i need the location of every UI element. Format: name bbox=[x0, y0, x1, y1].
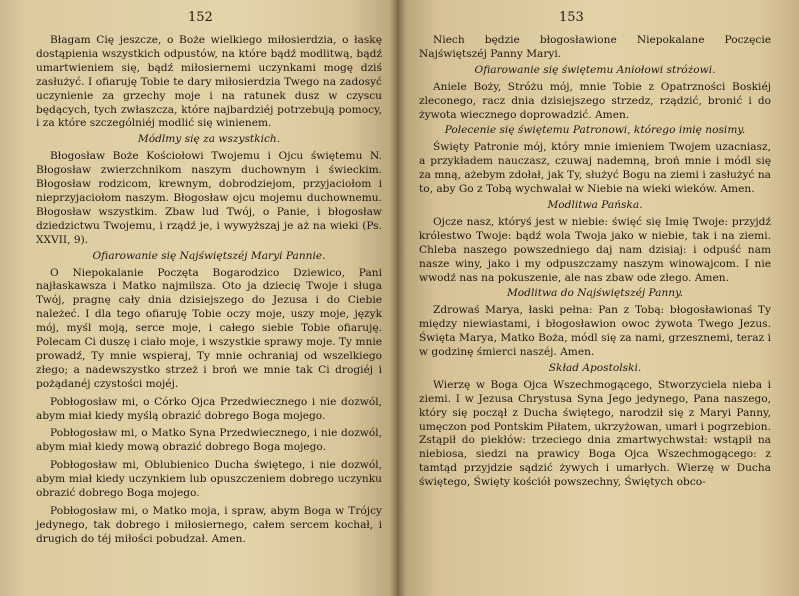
paragraph: Pobłogosław mi, Oblubienico Ducha świętego, i nie dozwól, abym miał kiedy uczynkiem lub opuszczeniem dobrego uczynku obrazić dobrego Boga mojego. bbox=[36, 459, 382, 500]
section-heading: Modlitwa Pańska. bbox=[547, 198, 643, 211]
paragraph: Błagam Cię jeszcze, o Boże wielkiego miłosierdzia, o łaskę dostąpienia wszystkich odpustów, na które bądź modlitwą, bądź umartwieniem się, bądź miłosiernemi uczynkami mogę dziś zasłużyć. I ofiaruję Tobie te dary miłosierdzia Twego na zadosyć uczynienie za grzechy moje i na ratunek dusz w czyscu będących, tych zwłaszcza, które najbardziéj potrzebują pomocy, i za które szczególniéj modlić się winienem. bbox=[36, 34, 382, 130]
section-heading: Módlmy się za wszystkich. bbox=[137, 133, 281, 146]
section-heading: Polecenie się świętemu Patronowi, którego imię nosimy. bbox=[444, 124, 746, 137]
paragraph: Pobłogosław mi, o Matko moja, i spraw, abym Boga w Trójcy jedynego, tak dobrego i miłosiernego, całem sercem kochał, i drugich do téj miłości pobudzał. Amen. bbox=[36, 505, 382, 545]
right-page bbox=[397, 0, 799, 596]
page-number: 153 bbox=[559, 10, 584, 25]
section-heading: Modlitwa do Najświętszéj Panny. bbox=[506, 287, 684, 300]
paragraph: Zdrowaś Marya, łaski pełna: Pan z Tobą: błogosławionaś Ty między niewiastami, i błogosławion owoc żywota Twego Jezus. Święta Marya, Matko Boża, módl się za nami, grzesznemi, teraz i w godzinę śmierci naszéj. Amen. bbox=[419, 304, 771, 359]
paragraph: Święty Patronie mój, który mnie imieniem Twojem uzacniasz, a przykładem nauczasz, czuwaj nademną, broń mnie i módl się za mną, ażebym zdołał, jak Ty, służyć Bogu na ziemi i zasłużyć na to, aby Go z Tobą wychwalał w Niebie na wieki wieków. Amen. bbox=[419, 141, 771, 196]
paragraph: O Niepokalanie Poczęta Bogarodzico Dziewico, Pani najłaskawsza i Matko najmilsza. Oto ja dziecię Twoje i sługa Twój, pragnę cały dnia dzisiejszego do Jezusa i do Ciebie należeć. I dla tego ofiaruję Tobie oczy moje, uszy moje, język mój, myśl moją, serce moje, i całego siebie Tobie ofiaruję. Polecam Ci duszę i ciało moje, i wszystkie sprawy moje. Ty mnie prowadź, Ty mnie wspieraj, Ty mnie ochraniaj od wszelkiego złego; a nadewszystko strzeż i broń we mnie tak Ci drogiéj i pożądanéj czystości mojéj. bbox=[36, 266, 382, 390]
text-column bbox=[36, 34, 382, 547]
text-column bbox=[419, 34, 771, 490]
page-number: 152 bbox=[188, 10, 213, 25]
paragraph: Aniele Boży, Stróżu mój, mnie Tobie z Opatrzności Boskiéj zleconego, racz dnia dzisiejszego strzedz, rządzić, bronić i do żywota wiecznego doprowadzić. Amen. bbox=[419, 80, 771, 121]
paragraph: Wierzę w Boga Ojca Wszechmogącego, Stworzyciela nieba i ziemi. I w Jezusa Chrystusa Syna Jego jedynego, Pana naszego, który się począł z Ducha świętego, narodził się z Maryi Panny, umęczon pod Pontskim Piłatem, ukrzyżowan, umarł i pogrzebion. Zstąpił do piekłów: trzeciego dnia zmartwychwstał: wstąpił na niebiosa, siedzi na prawicy Boga Ojca Wszechmogącego: z tamtąd przyjdzie sądzić żywych i umarłych. Wierzę w Ducha świętego, Święty kościół powszechny, Świętych obco- bbox=[419, 378, 771, 489]
paragraph: Niech będzie błogosławione Niepokalane Poczęcie Najświętszéj Panny Maryi. bbox=[419, 34, 771, 60]
left-page bbox=[0, 0, 397, 596]
paragraph: Pobłogosław mi, o Córko Ojca Przedwiecznego i nie dozwól, abym miał kiedy myślą obrazić dobrego Boga mojego. bbox=[36, 395, 382, 422]
paragraph: Ojcze nasz, któryś jest w niebie: święć się Imię Twoje: przyjdź królestwo Twoje: bądź wola Twoja jako w niebie, tak i na ziemi. Chleba naszego powszedniego daj nam dzisiaj: i odpuść nam nasze winy, jako i my odpuszczamy naszym winowajcom. I nie wwodź nas na pokuszenie, ale nas zbaw ode złego. Amen. bbox=[419, 215, 771, 284]
section-heading: Ofiarowanie się świętemu Aniołowi stróżowi. bbox=[474, 63, 716, 76]
section-heading: Ofiarowanie się Najświętszéj Maryi Pannie. bbox=[92, 249, 326, 262]
section-heading: Skład Apostolski. bbox=[548, 361, 642, 374]
paragraph: Błogosław Boże Kościołowi Twojemu i Ojcu świętemu N. Błogosław zwierzchnikom naszym duchownym i świeckim. Błogosław rodzicom, krewnym, dobrodziejom, przyjaciołom i nieprzyjaciołom naszym. Błogosław ojcu mojemu duchownemu. Błogosław wszystkim. Zbaw lud Twój, o Panie, i błogosław dziedzictwu Twojemu, i rządź je, i wywyższaj je aż na wieki (Ps. XXVII, 9). bbox=[36, 150, 382, 246]
paragraph: Pobłogosław mi, o Matko Syna Przedwiecznego, i nie dozwól, abym miał kiedy mową obrazić dobrego Boga mojego. bbox=[36, 427, 382, 454]
